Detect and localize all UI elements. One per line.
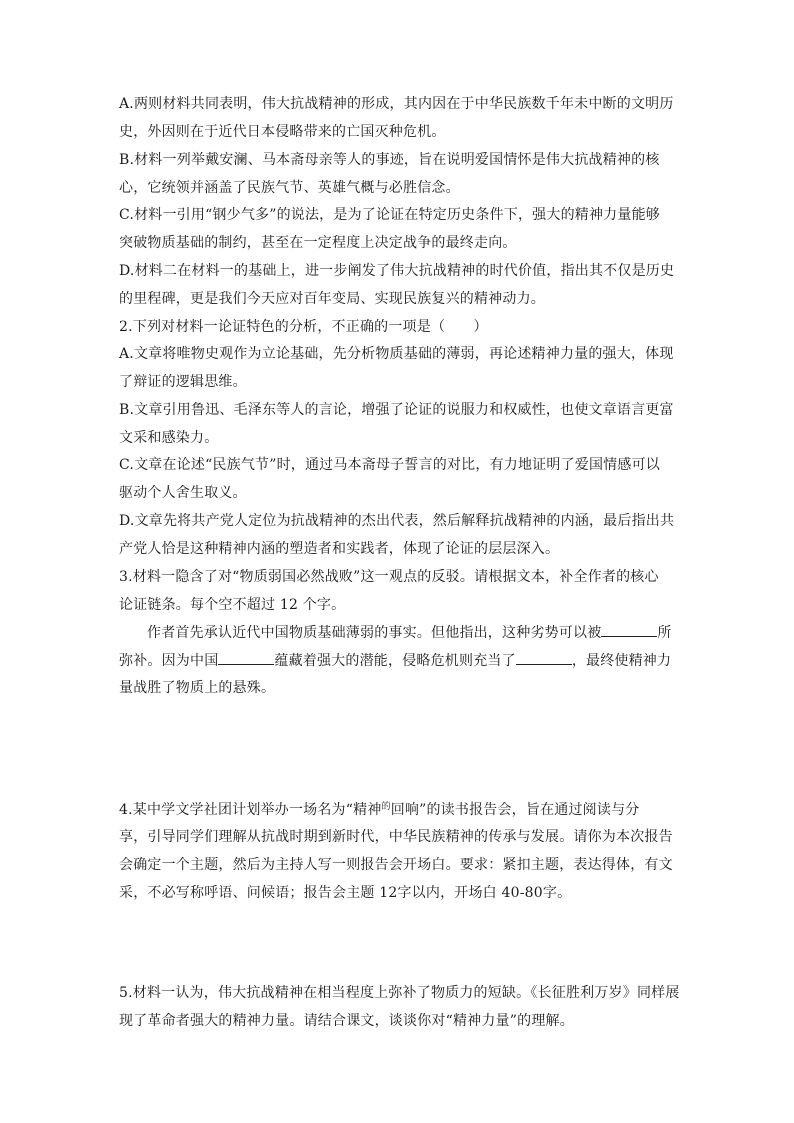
q3-stem-line2: 论证链条。每个空不超过 12 个字。 bbox=[119, 597, 346, 613]
q4-tiny-char: 的 bbox=[381, 802, 391, 812]
q2-option-c-line1: C.文章在论述“民族气节”时，通过马本斋母子誓言的对比，有力地证明了爱国情感可以 bbox=[119, 457, 660, 473]
q3-passage-text: 作者首先承认近代中国物质基础薄弱的事实。但他指出，这种劣势可以被 bbox=[147, 625, 602, 641]
q4-text: 回响”的读书报告会，旨在通过阅读与分 bbox=[390, 802, 640, 818]
q1-option-b-line2: 心，它统领并涵盖了民族气节、英雄气概与必胜信念。 bbox=[119, 180, 460, 196]
q3-passage-line2 bbox=[119, 650, 679, 670]
q4-line3: 会确定一个主题，然后为主持人写一则报告会开场白。要求：紧扣主题，表达得体，有文 bbox=[119, 857, 673, 873]
q5-line2: 现了革命者强大的精神力量。请结合课文，谈谈你对“精神力量”的理解。 bbox=[119, 1013, 574, 1029]
q3-passage-line1 bbox=[147, 622, 707, 642]
q2-option-d-line2: 产党人恰是这种精神内涵的塑造者和实践者，体现了论证的层层深入。 bbox=[119, 541, 560, 557]
q3-passage-text: ，最终使精神力 bbox=[571, 653, 672, 669]
fill-blank-1[interactable] bbox=[601, 622, 657, 637]
q3-stem-line1: 3.材料一隐含了对“物质弱国必然战败”这一观点的反驳。请根据文本，补全作者的核心 bbox=[119, 569, 659, 585]
q4-line1 bbox=[119, 800, 679, 820]
q1-option-a-line1: A.两则材料共同表明，伟大抗战精神的形成，其内因在于中华民族数千年未中断的文明历 bbox=[119, 96, 674, 112]
q1-option-d-line1: D.材料二在材料一的基础上，进一步阐发了伟大抗战精神的时代价值，指出其不仅是历史 bbox=[119, 263, 675, 279]
q1-option-c-line2: 突破物质基础的制约，甚至在一定程度上决定战争的最终走向。 bbox=[119, 235, 517, 251]
fill-blank-3[interactable] bbox=[516, 650, 572, 665]
q1-option-d-line2: 的里程碑，更是我们今天应对百年变局、实现民族复兴的精神动力。 bbox=[119, 291, 545, 307]
q4-line4: 采，不必写称呼语、问候语；报告会主题 12字以内，开场白 40-80字。 bbox=[119, 885, 572, 901]
q3-passage-text: 所 bbox=[657, 625, 672, 641]
q3-passage-text: 弥补。因为中国 bbox=[119, 653, 219, 669]
q3-passage-line3: 量战胜了物质上的悬殊。 bbox=[119, 680, 276, 696]
q1-option-c-line1: C.材料一引用“钢少气多”的说法，是为了论证在特定历史条件下，强大的精神力量能够 bbox=[119, 207, 660, 223]
q4-text: 4.某中学文学社团计划举办一场名为“精神 bbox=[119, 802, 382, 818]
q2-stem: 2.下列对材料一论证特色的分析，不正确的一项是（ ） bbox=[119, 319, 488, 335]
q1-option-a-line2: 史，外因则在于近代日本侵略带来的亡国灭种危机。 bbox=[119, 124, 446, 140]
q2-option-b-line1: B.文章引用鲁迅、毛泽东等人的言论，增强了论证的说服力和权威性，也使文章语言更富 bbox=[119, 402, 674, 418]
q2-option-a-line1: A.文章将唯物史观作为立论基础，先分析物质基础的薄弱，再论述精神力量的强大，体现 bbox=[119, 346, 674, 362]
q5-line1: 5.材料一认为，伟大抗战精神在相当程度上弥补了物质力的短缺。《长征胜利万岁》同样展 bbox=[119, 985, 680, 1001]
q2-option-b-line2: 文采和感染力。 bbox=[119, 430, 219, 446]
q2-option-a-line2: 了辩证的逻辑思维。 bbox=[119, 374, 247, 390]
q2-option-d-line1: D.文章先将共产党人定位为抗战精神的杰出代表，然后解释抗战精神的内涵，最后指出共 bbox=[119, 513, 675, 529]
q1-option-b-line1: B.材料一列举戴安澜、马本斋母亲等人的事迹，旨在说明爱国情怀是伟大抗战精神的核 bbox=[119, 152, 660, 168]
q3-passage-text: 蕴藏着强大的潜能，侵略危机则充当了 bbox=[274, 653, 516, 669]
q4-line2: 享，引导同学们理解从抗战时期到新时代，中华民族精神的传承与发展。请你为本次报告 bbox=[119, 829, 673, 845]
q2-option-c-line2: 驱动个人舍生取义。 bbox=[119, 485, 247, 501]
fill-blank-2[interactable] bbox=[218, 650, 274, 665]
